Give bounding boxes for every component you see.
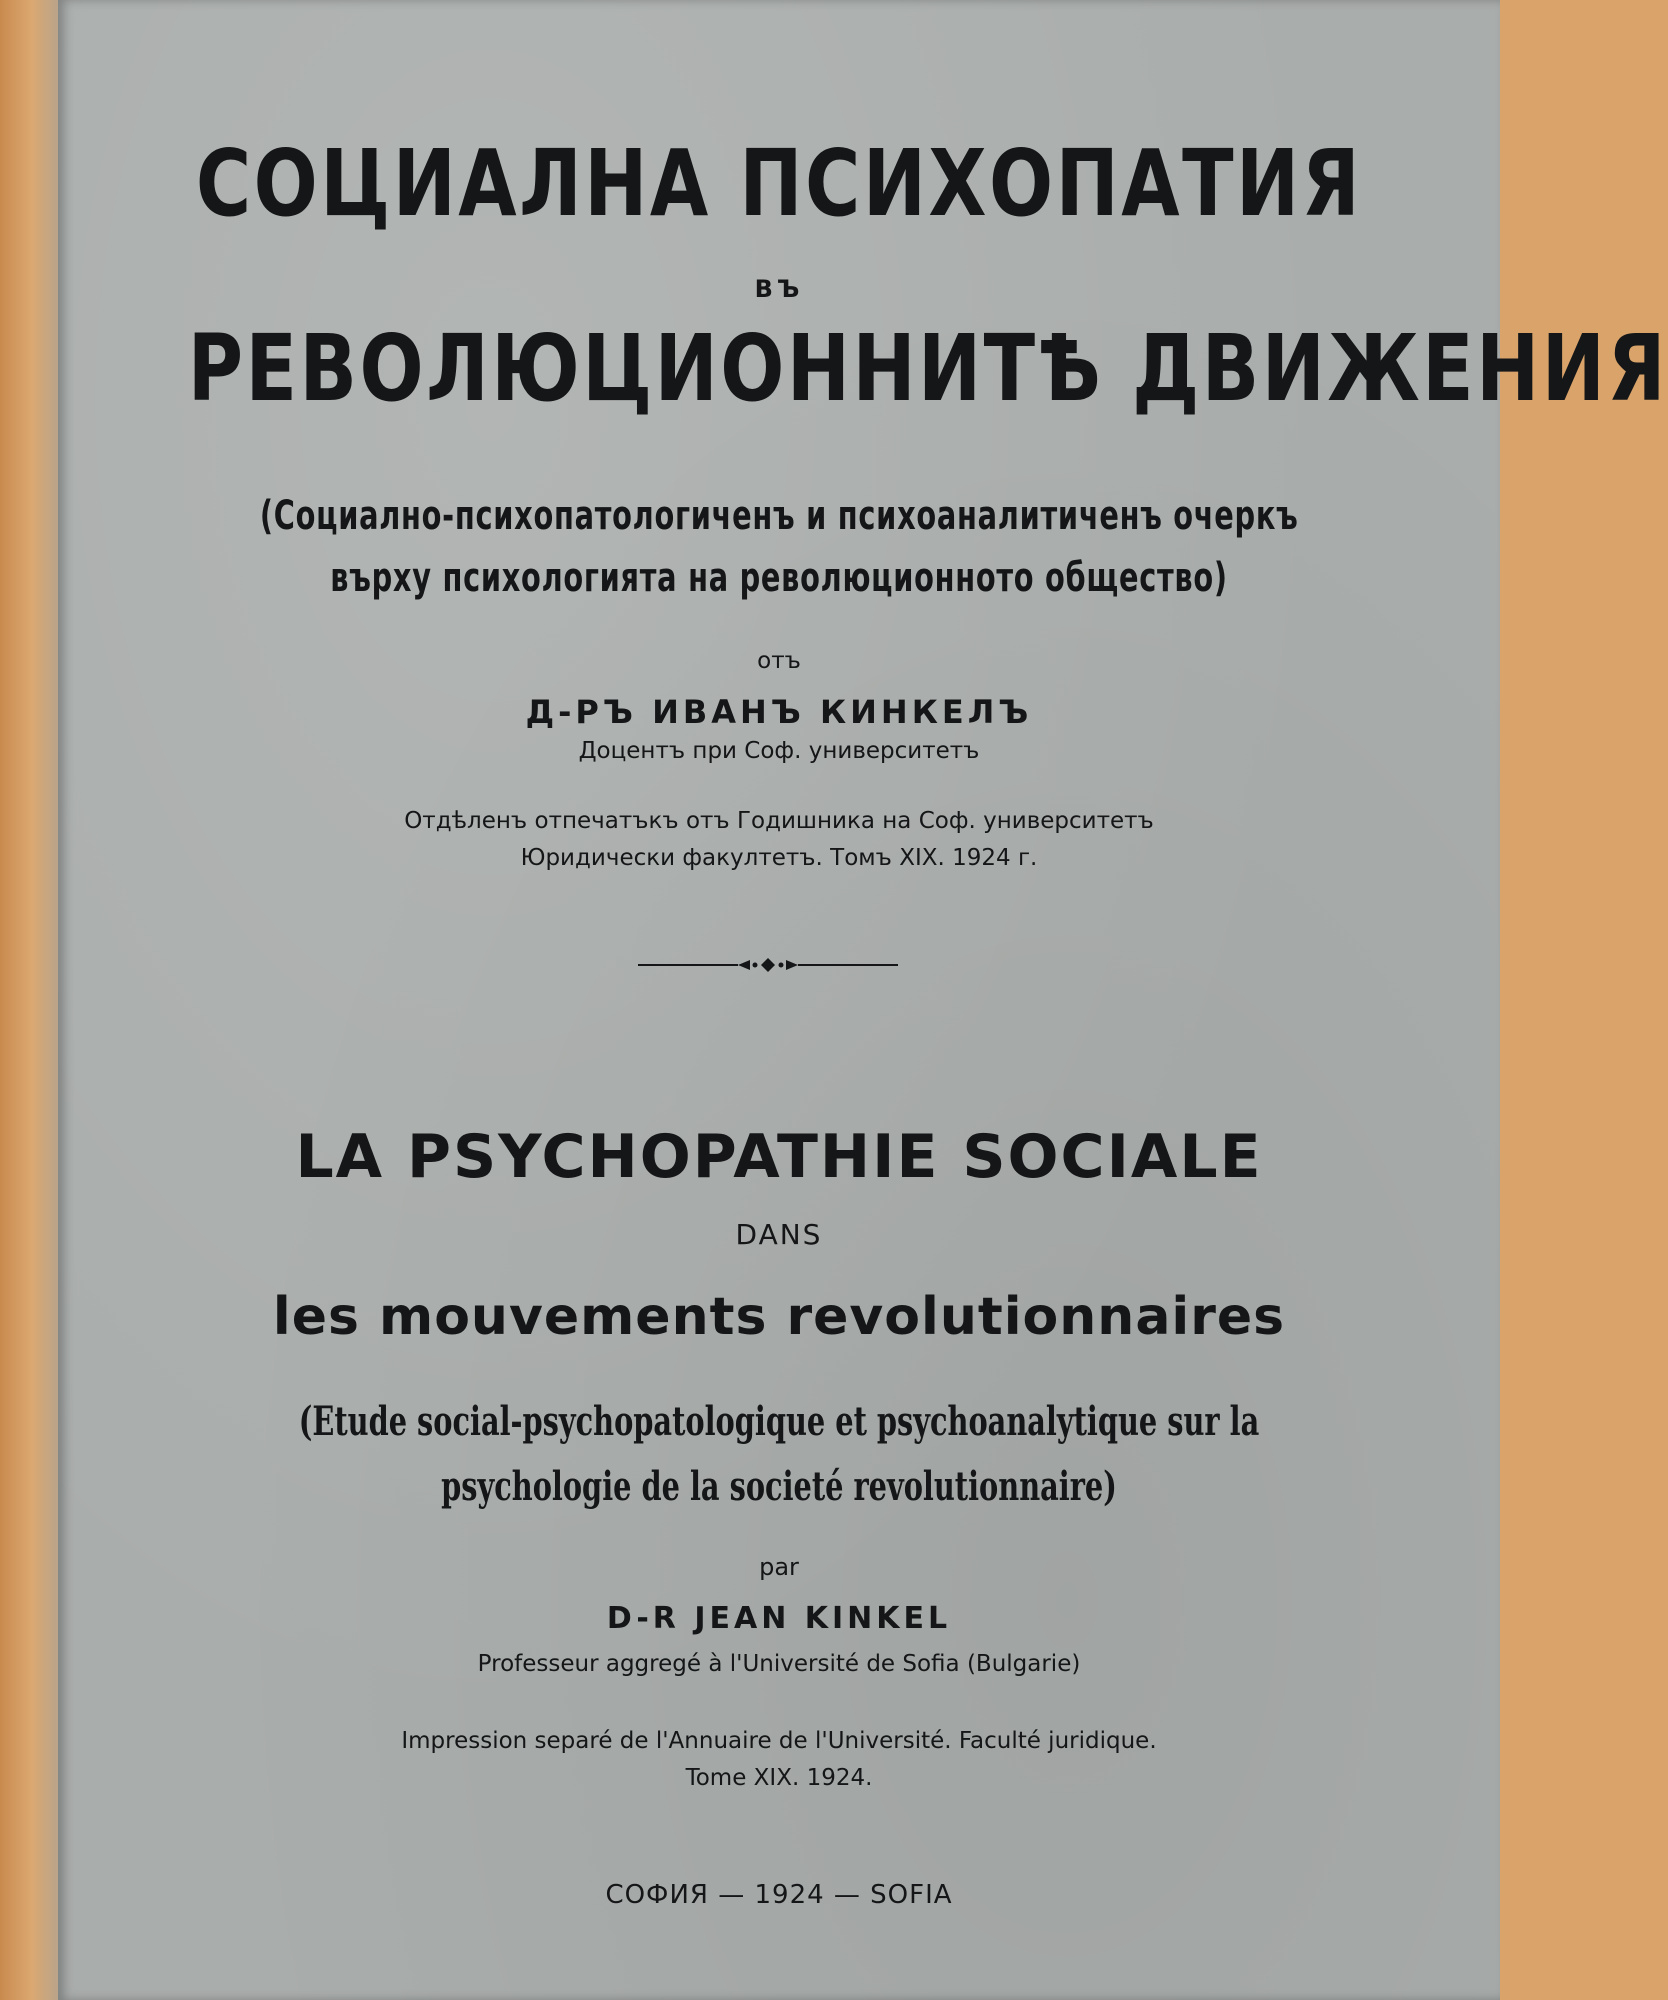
fr-author: D-R JEAN KINKEL	[606, 1601, 952, 1636]
place-year-footer: СОФИЯ — 1924 — SOFIA	[605, 1880, 953, 1910]
ru-author: Д-РЪ ИВАНЪ КИНКЕЛЪ	[525, 693, 1033, 731]
ru-by: отъ	[757, 648, 801, 674]
ru-title-line2: РЕВОЛЮЦИОННИТѢ ДВИЖЕНИЯ	[187, 315, 1668, 422]
ru-subtitle-line1: (Социално-психопатологиченъ и психоаналитиченъ очеркъ	[259, 493, 1299, 539]
fr-title-line2: les mouvements revolutionnaires	[272, 1287, 1286, 1347]
fr-author-position: Professeur aggregé à l'Université de Sofia (Bulgarie)	[477, 1651, 1081, 1677]
ru-subtitle-line2: върху психологията на революционното общество)	[330, 555, 1228, 601]
fr-title-connector: DANS	[735, 1218, 823, 1251]
ru-title-connector: ВЪ	[754, 275, 804, 303]
fr-imprint-line1: Impression separé de l'Annuaire de l'Université. Faculté juridique.	[401, 1728, 1157, 1754]
ornament-divider	[638, 955, 898, 975]
fr-subtitle-line2: psychologie de la societé revolutionnaire)	[441, 1463, 1117, 1510]
ru-title-line1: СОЦИАЛНА ПСИХОПАТИЯ	[195, 130, 1363, 237]
fr-subtitle-line1: (Etude social-psychopatologique et psychoanalytique sur la	[298, 1398, 1260, 1445]
ru-author-position: Доцентъ при Соф. университетъ	[578, 738, 980, 764]
fr-title-line1: LA PSYCHOPATHIE SOCIALE	[295, 1122, 1263, 1192]
book-spine-edge	[0, 0, 58, 2000]
title-page	[58, 0, 1668, 2000]
fr-imprint-line2: Tome XIX. 1924.	[685, 1765, 873, 1791]
ru-imprint-line1: Отдѣленъ отпечатъкъ отъ Годишника на Соф. университетъ	[404, 808, 1154, 834]
ru-imprint-line2: Юридически факултетъ. Томъ XIX. 1924 г.	[520, 845, 1038, 871]
fr-by: par	[759, 1553, 799, 1581]
